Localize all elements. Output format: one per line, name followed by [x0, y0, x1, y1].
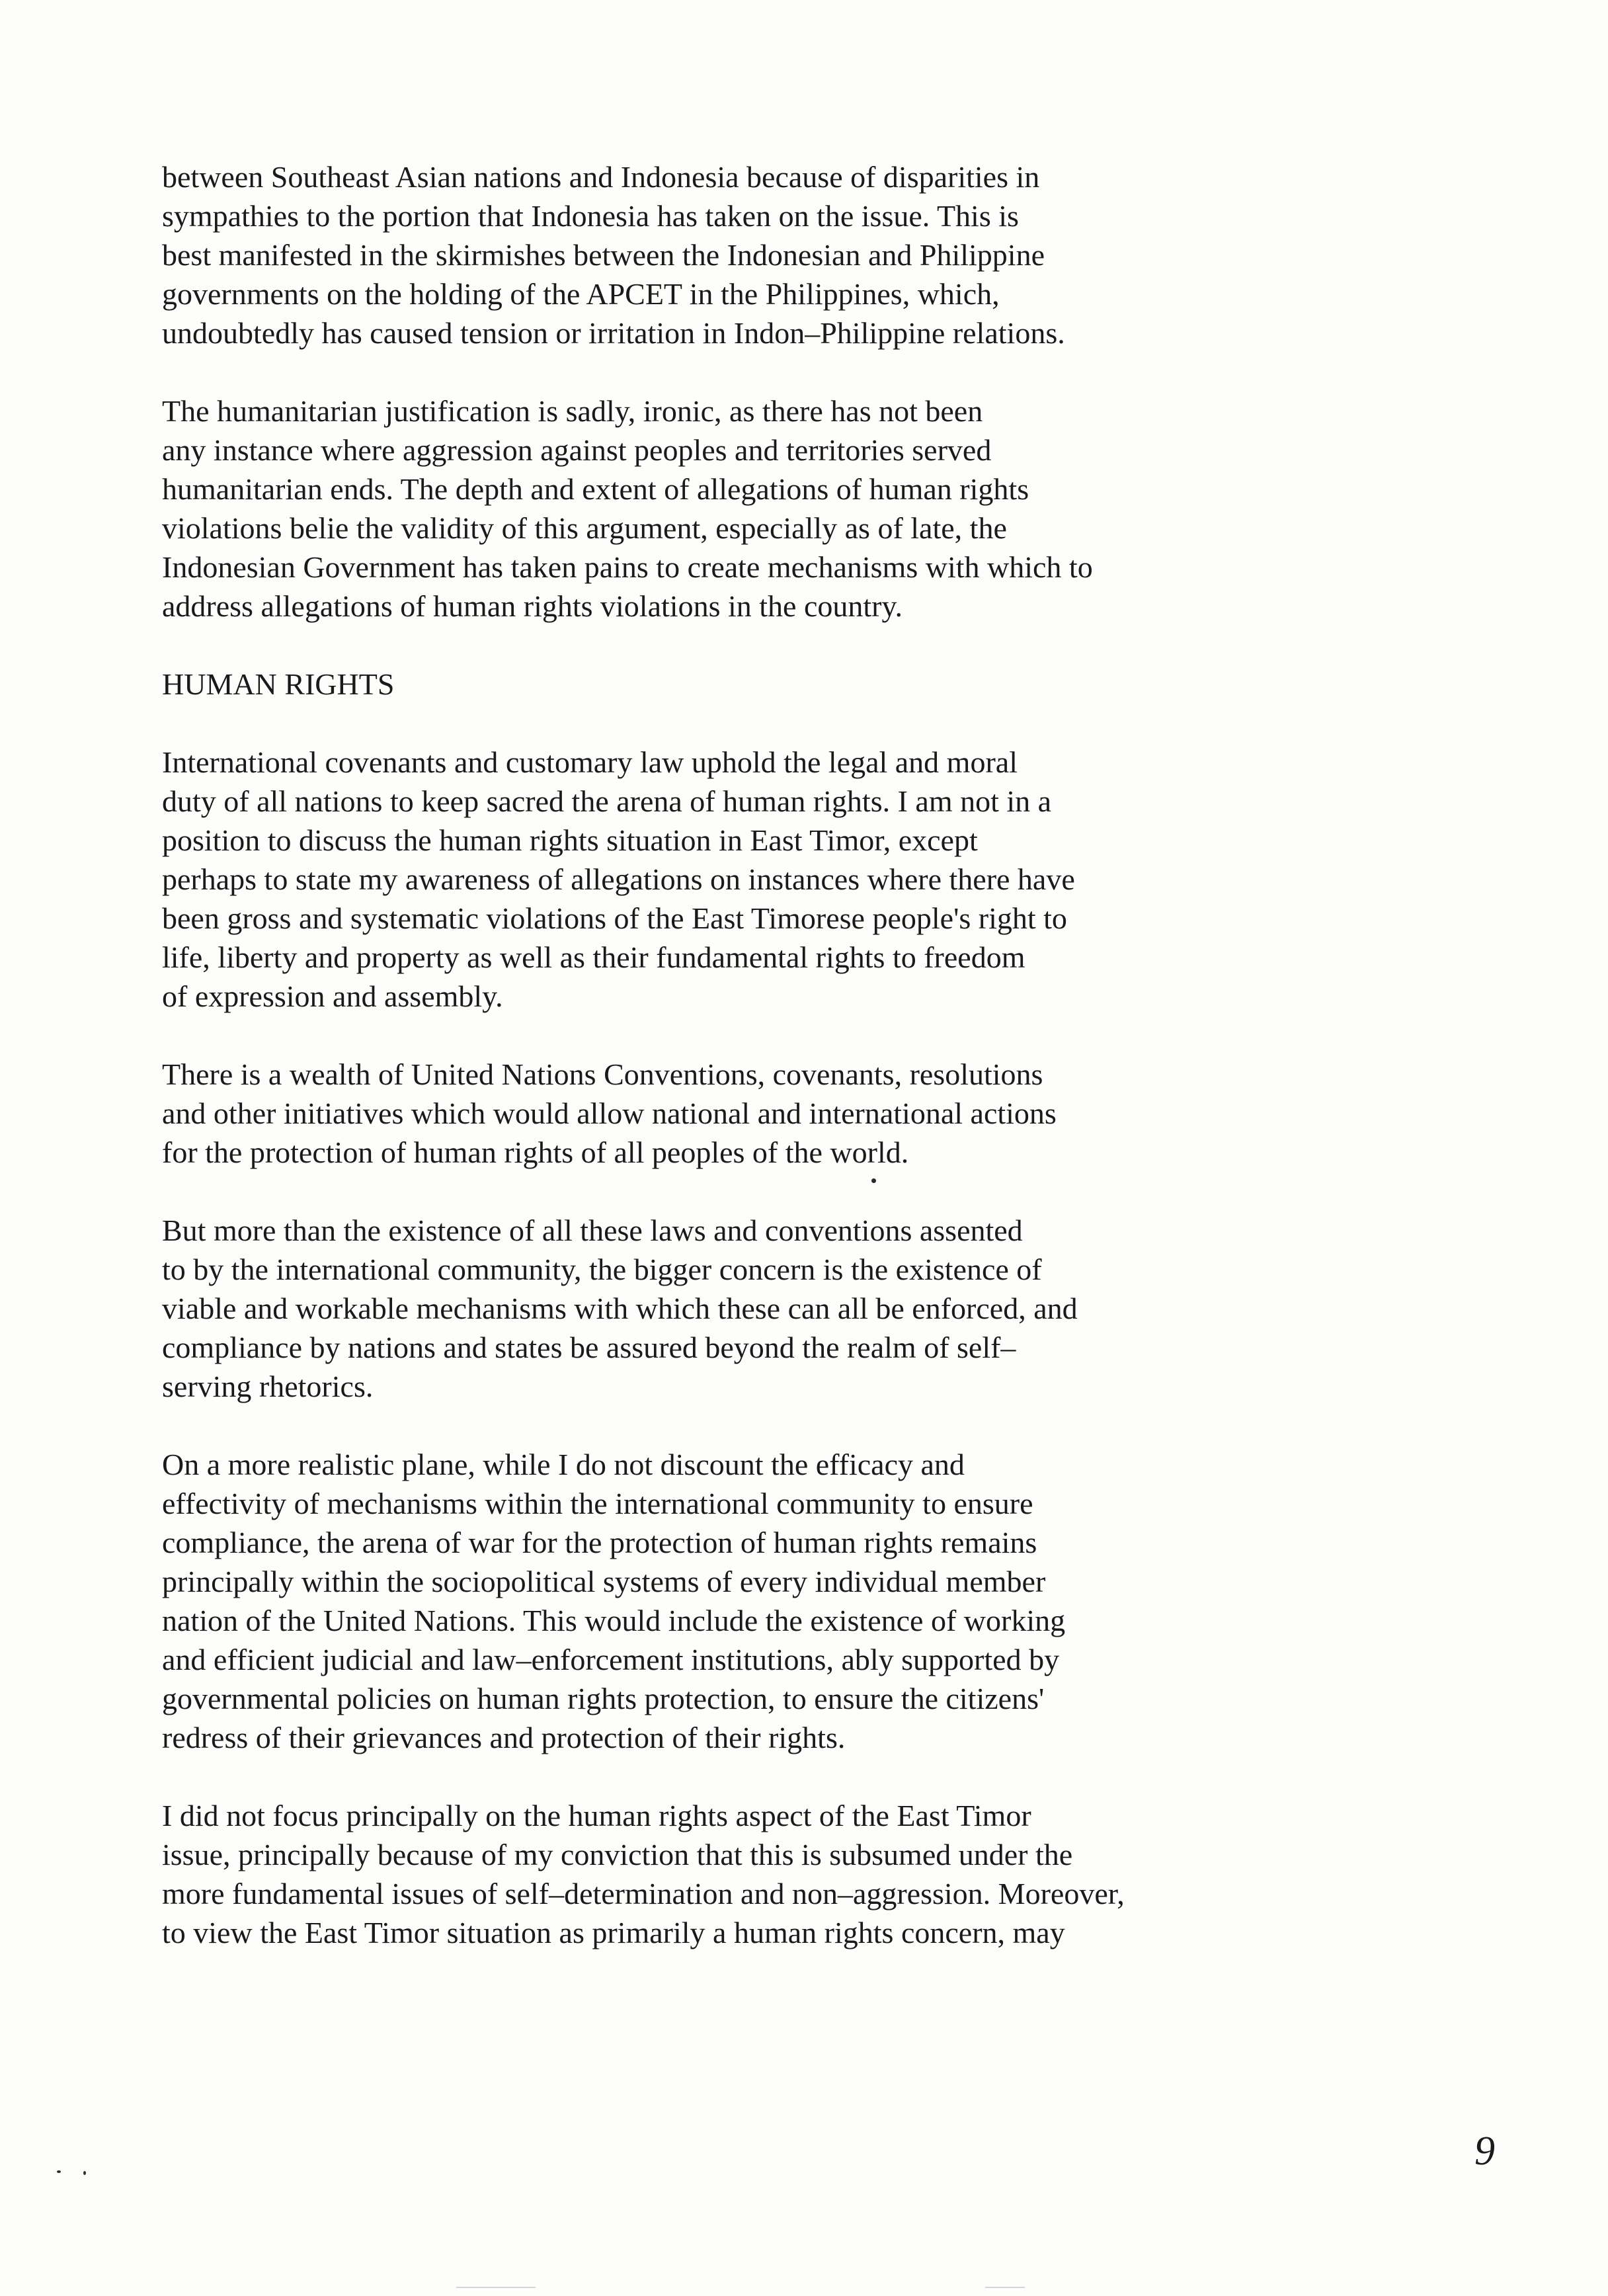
text-line: sympathies to the portion that Indonesia has taken on the issue. This is: [162, 199, 1019, 233]
text-line: to by the international community, the bigger concern is the existence of: [162, 1252, 1042, 1286]
text-line: undoubtedly has caused tension or irritation in Indon–Philippine relations.: [162, 316, 1065, 350]
text-line: Indonesian Government has taken pains to create mechanisms with which to: [162, 550, 1093, 584]
text-line: The humanitarian justification is sadly, ironic, as there has not been: [162, 394, 983, 428]
text-line: perhaps to state my awareness of allegations on instances where there have: [162, 862, 1075, 896]
body-text: [162, 157, 1312, 1991]
paragraph-1: [162, 157, 1312, 352]
text-line: humanitarian ends. The depth and extent of allegations of human rights: [162, 472, 1029, 506]
text-line: viable and workable mechanisms with which these can all be enforced, and: [162, 1292, 1078, 1325]
heading-text: HUMAN RIGHTS: [162, 667, 395, 701]
text-line: serving rhetorics.: [162, 1370, 374, 1403]
text-line: duty of all nations to keep sacred the arena of human rights. I am not in a: [162, 784, 1052, 818]
page-number: 9: [1474, 2129, 1495, 2174]
text-line: violations belie the validity of this argument, especially as of late, the: [162, 511, 1007, 545]
section-heading: [162, 665, 1312, 704]
text-line: redress of their grievances and protection of their rights.: [162, 1721, 846, 1754]
text-line: compliance by nations and states be assured beyond the realm of self–: [162, 1331, 1016, 1364]
text-line: International covenants and customary law uphold the legal and moral: [162, 745, 1018, 779]
text-line: nation of the United Nations. This would include the existence of working: [162, 1604, 1066, 1637]
text-line: effectivity of mechanisms within the international community to ensure: [162, 1487, 1033, 1520]
text-line: issue, principally because of my conviction that this is subsumed under the: [162, 1838, 1073, 1871]
paragraph-6: [162, 1445, 1312, 1757]
text-line: any instance where aggression against peoples and territories served: [162, 433, 992, 467]
text-line: address allegations of human rights violations in the country.: [162, 589, 903, 623]
text-line: governments on the holding of the APCET in the Philippines, which,: [162, 277, 1000, 311]
text-line: for the protection of human rights of all peoples of the world.: [162, 1135, 909, 1169]
paragraph-5: [162, 1211, 1312, 1406]
text-line: of expression and assembly.: [162, 979, 503, 1013]
text-line: compliance, the arena of war for the protection of human rights remains: [162, 1526, 1037, 1559]
scan-speck: [57, 2170, 61, 2173]
text-line: There is a wealth of United Nations Conventions, covenants, resolutions: [162, 1057, 1043, 1091]
text-line: On a more realistic plane, while I do not discount the efficacy and: [162, 1448, 965, 1481]
text-line: been gross and systematic violations of the East Timorese people's right to: [162, 901, 1067, 935]
paragraph-4: [162, 1055, 1312, 1172]
text-line: more fundamental issues of self–determination and non–aggression. Moreover,: [162, 1877, 1125, 1910]
scan-speck: [871, 1178, 876, 1183]
paragraph-7: [162, 1796, 1312, 1952]
text-line: I did not focus principally on the human rights aspect of the East Timor: [162, 1799, 1031, 1832]
text-line: best manifested in the skirmishes between the Indonesian and Philippine: [162, 238, 1045, 272]
text-line: to view the East Timor situation as primarily a human rights concern, may: [162, 1916, 1065, 1949]
paragraph-2: [162, 391, 1312, 626]
text-line: and other initiatives which would allow national and international actions: [162, 1096, 1057, 1130]
scan-speck: [83, 2171, 86, 2175]
text-line: and efficient judicial and law–enforcement institutions, ably supported by: [162, 1643, 1060, 1676]
text-line: between Southeast Asian nations and Indonesia because of disparities in: [162, 160, 1040, 194]
scan-edge-line: [456, 2287, 536, 2288]
text-line: principally within the sociopolitical systems of every individual member: [162, 1565, 1046, 1598]
text-line: life, liberty and property as well as their fundamental rights to freedom: [162, 940, 1025, 974]
text-line: position to discuss the human rights situation in East Timor, except: [162, 823, 978, 857]
paragraph-3: [162, 743, 1312, 1016]
text-line: But more than the existence of all these laws and conventions assented: [162, 1213, 1023, 1247]
text-line: governmental policies on human rights protection, to ensure the citizens': [162, 1682, 1045, 1715]
scan-edge-line: [985, 2287, 1025, 2288]
